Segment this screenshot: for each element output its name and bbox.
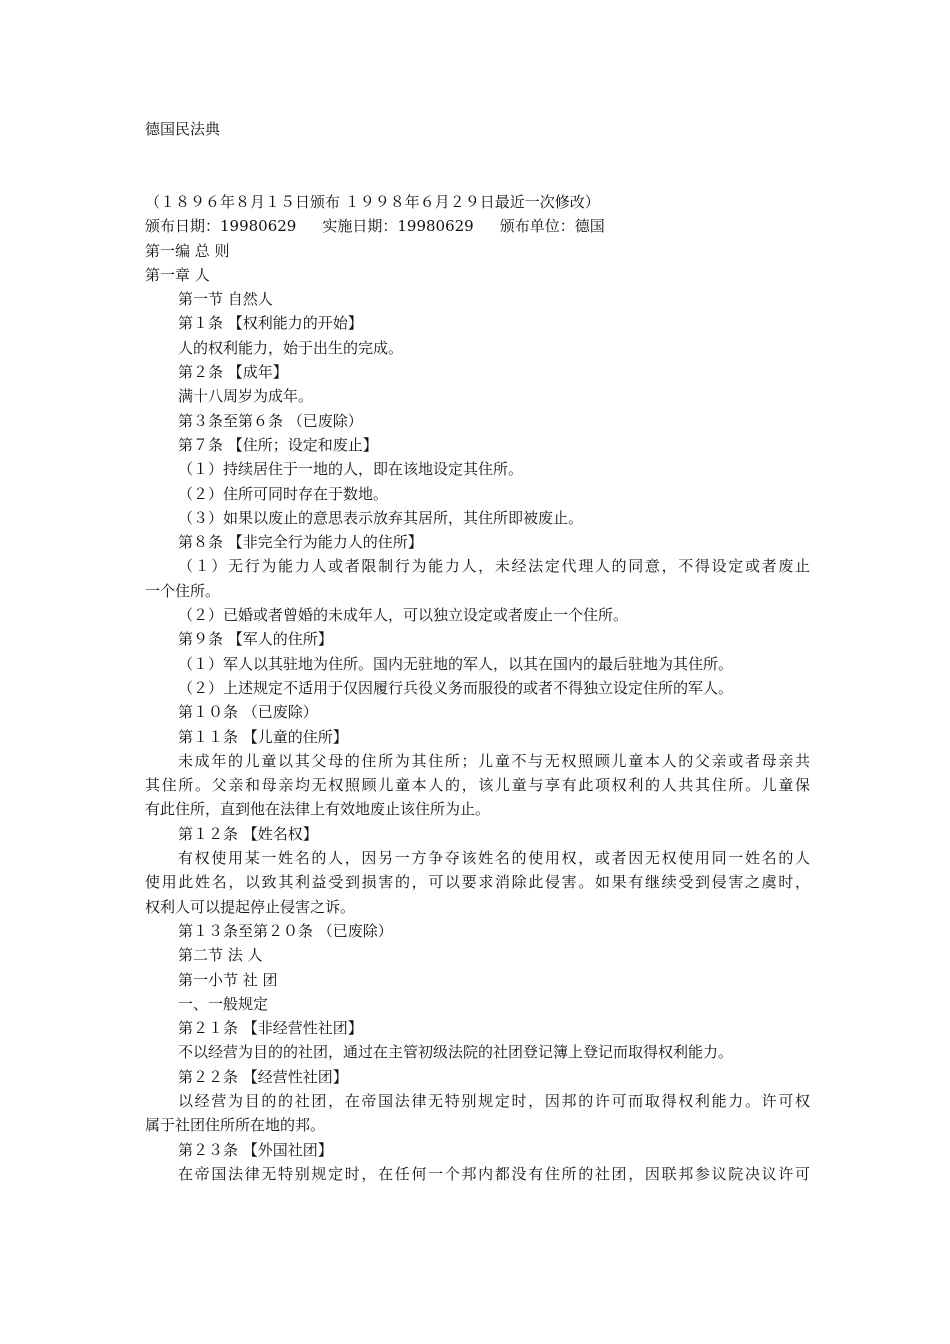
section-heading: 第二节 法 人 (178, 946, 263, 965)
article-text: 不以经营为目的的社团，通过在主管初级法院的社团登记簿上登记而取得权利能力。 (178, 1043, 734, 1062)
subsection-heading: 一、一般规定 (178, 994, 269, 1013)
article-heading: 第１条 【权利能力的开始】 (178, 314, 363, 333)
article-text: 在帝国法律无特别规定时，在任何一个邦内都没有住所的社团，因联邦参议院决议许可 (178, 1164, 810, 1183)
article-text: 其住所。父亲和母亲均无权照顾儿童本人的，该儿童与享有此项权利的人共其住所。儿童保 (145, 776, 810, 795)
article-text: （２）已婚或者曾婚的未成年人，可以独立设定或者废止一个住所。 (178, 606, 629, 625)
document-meta (145, 214, 810, 238)
article-heading: 第１３条至第２０条 （已废除） (178, 921, 393, 940)
article-text: 以经营为目的的社团，在帝国法律无特别规定时，因邦的许可而取得权利能力。许可权 (178, 1091, 810, 1110)
article-heading: 第２条 【成年】 (178, 363, 288, 382)
article-heading: 第９条 【军人的住所】 (178, 630, 333, 649)
article-heading: 第８条 【非完全行为能力人的住所】 (178, 533, 423, 552)
article-heading: 第３条至第６条 （已废除） (178, 411, 363, 430)
article-text: （２）上述规定不适用于仅因履行兵役义务而服役的或者不得独立设定住所的军人。 (178, 678, 734, 697)
article-text: （１）军人以其驻地为住所。国内无驻地的军人，以其在国内的最后驻地为其住所。 (178, 654, 734, 673)
article-text: 人的权利能力，始于出生的完成。 (178, 338, 404, 357)
section-heading: 第一节 自然人 (178, 290, 273, 309)
article-text: 属于社团住所所在地的邦。 (145, 1116, 326, 1135)
article-heading: 第１０条 （已废除） (178, 703, 318, 722)
document-body (145, 190, 810, 1186)
subsection-heading: 第一小节 社 团 (178, 970, 278, 989)
part-heading: 第一编 总 则 (145, 241, 230, 260)
article-heading: 第２３条 【外国社团】 (178, 1140, 333, 1159)
article-text: （２）住所可同时存在于数地。 (178, 484, 389, 503)
chapter-heading: 第一章 人 (145, 265, 210, 284)
article-text: 有此住所，直到他在法律上有效地废止该住所为止。 (145, 800, 491, 819)
article-heading: 第７条 【住所；设定和废止】 (178, 435, 378, 454)
article-text: 使用此姓名，以致其利益受到损害的，可以要求消除此侵害。如果有继续受到侵害之虞时， (145, 873, 810, 892)
article-text: 一个住所。 (145, 581, 221, 600)
document-title: 德国民法典 (145, 120, 221, 138)
article-heading: 第２１条 【非经营性社团】 (178, 1019, 363, 1038)
article-text: 未成年的儿童以其父母的住所为其住所；儿童不与无权照顾儿童本人的父亲或者母亲共 (178, 751, 810, 770)
article-text: （１）持续居住于一地的人，即在该地设定其住所。 (178, 460, 524, 479)
effective-date: 实施日期：19980629 (322, 217, 474, 236)
article-text: 权利人可以提起停止侵害之诉。 (145, 897, 356, 916)
article-heading: 第１２条 【姓名权】 (178, 824, 318, 843)
document-subtitle: （１８９６年８月１５日颁布 １９９８年６月２９日最近一次修改） (145, 193, 600, 211)
article-heading: 第１１条 【儿童的住所】 (178, 727, 348, 746)
promulgation-date: 颁布日期：19980629 (145, 217, 297, 236)
article-text: （３）如果以废止的意思表示放弃其居所，其住所即被废止。 (178, 508, 584, 527)
issuing-body: 颁布单位：德国 (499, 217, 605, 236)
article-text: 满十八周岁为成年。 (178, 387, 314, 406)
article-text: 有权使用某一姓名的人，因另一方争夺该姓名的使用权，或者因无权使用同一姓名的人 (178, 849, 810, 868)
article-heading: 第２２条 【经营性社团】 (178, 1067, 348, 1086)
article-text: （１）无行为能力人或者限制行为能力人，未经法定代理人的同意，不得设定或者废止 (178, 557, 810, 576)
